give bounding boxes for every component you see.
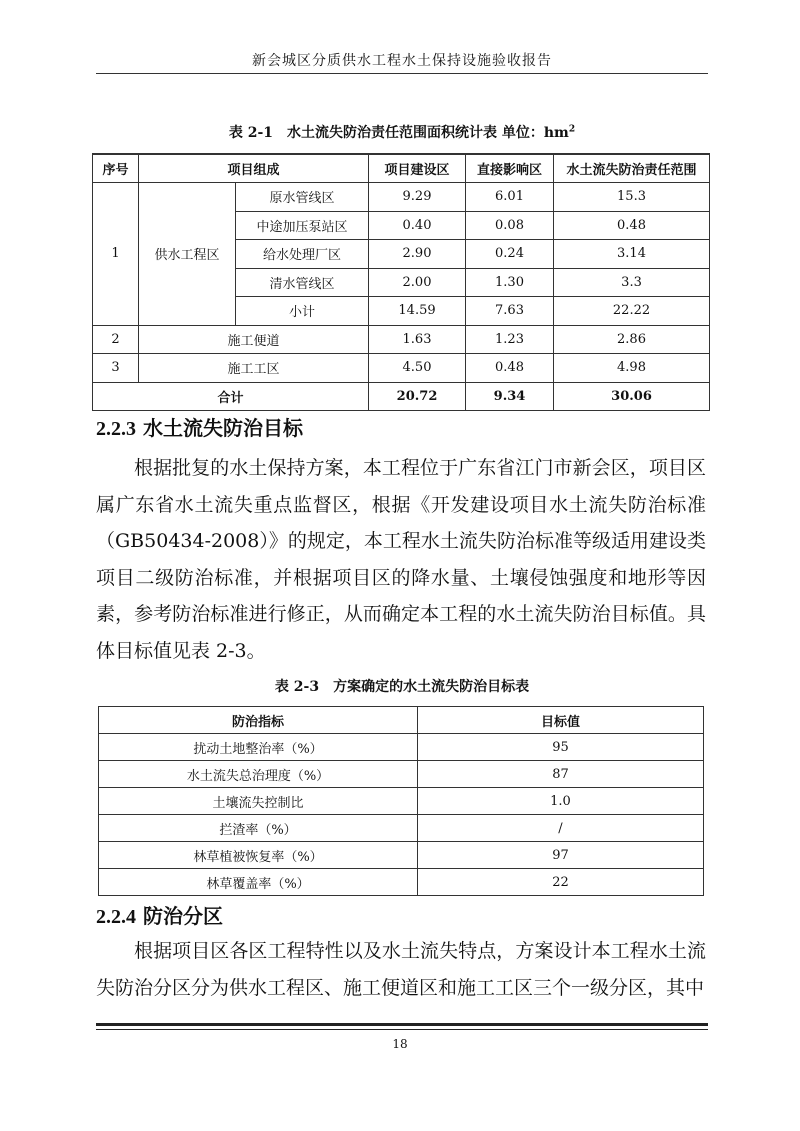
page-header: 新会城区分质供水工程水土保持设施验收报告 xyxy=(252,53,552,69)
table-header-row xyxy=(99,707,704,734)
table-header-cell: 序号 xyxy=(93,154,139,183)
table-cell: 水土流失总治理度（%） xyxy=(99,761,418,788)
table-cell: 合计 xyxy=(93,382,369,411)
table-cell: 0.48 xyxy=(554,211,710,240)
section-number: 2.2.3 xyxy=(96,418,136,440)
table-header-cell: 项目建设区 xyxy=(369,154,466,183)
table-cell: 林草植被恢复率（%） xyxy=(99,842,418,869)
table-header-cell: 目标值 xyxy=(418,707,704,734)
table-header-cell: 项目组成 xyxy=(139,154,369,183)
table-cell: 95 xyxy=(418,734,704,761)
table-cell: 1.30 xyxy=(466,268,554,297)
table-row xyxy=(93,325,710,354)
table-cell: 14.59 xyxy=(369,297,466,326)
table1-caption xyxy=(96,122,708,142)
table-header-cell: 水土流失防治责任范围 xyxy=(554,154,710,183)
table-row xyxy=(99,842,704,869)
table-row xyxy=(93,183,710,212)
table-cell: 97 xyxy=(418,842,704,869)
table-row xyxy=(99,761,704,788)
responsibility-area-table xyxy=(92,153,710,411)
table-cell: 7.63 xyxy=(466,297,554,326)
prevention-target-table xyxy=(98,706,704,896)
table-row xyxy=(99,788,704,815)
table-cell: / xyxy=(418,815,704,842)
table-row xyxy=(99,869,704,896)
section-title: 水土流失防治目标 xyxy=(142,416,303,440)
table-row xyxy=(93,354,710,383)
table-row xyxy=(99,815,704,842)
table-cell: 小计 xyxy=(236,297,369,326)
table-cell: 0.08 xyxy=(466,211,554,240)
table-cell: 4.50 xyxy=(369,354,466,383)
table-cell: 施工工区 xyxy=(139,354,369,383)
table-cell: 15.3 xyxy=(554,183,710,212)
footer-rule-thin xyxy=(96,1029,708,1030)
table-cell: 0.24 xyxy=(466,240,554,269)
table-cell: 1.0 xyxy=(418,788,704,815)
table-cell: 30.06 xyxy=(554,382,710,411)
table-cell: 给水处理厂区 xyxy=(236,240,369,269)
table-cell: 清水管线区 xyxy=(236,268,369,297)
table-cell: 22 xyxy=(418,869,704,896)
table-cell: 拦渣率（%） xyxy=(99,815,418,842)
table-cell: 0.48 xyxy=(466,354,554,383)
table2-caption: 表 2-3 方案确定的水土流失防治目标表 xyxy=(274,679,530,695)
table-cell: 施工便道 xyxy=(139,325,369,354)
table-cell: 1 xyxy=(93,183,139,326)
body-paragraph: 根据批复的水土保持方案，本工程位于广东省江门市新会区，项目区属广东省水土流失重点监督区，根据《开发建设项目水土流失防治标准（GB50434-2008）》的规定，本工程水土流失防治标准等级适用建设类项目二级防治标准，并根据项目区的降水量、土壤侵蚀强度和地形等因素，参考防治标准进行修正，从而确定本工程的水土流失防治目标值。具体目标值见表 2-3。 xyxy=(96,457,706,662)
table-cell: 4.98 xyxy=(554,354,710,383)
table-row xyxy=(99,734,704,761)
section-title: 防治分区 xyxy=(142,904,223,928)
footer-rule-thick xyxy=(96,1023,708,1026)
table-cell: 22.22 xyxy=(554,297,710,326)
page-number: 18 xyxy=(392,1037,408,1051)
table-cell: 3 xyxy=(93,354,139,383)
table-total-row xyxy=(93,382,710,411)
section-number: 2.2.4 xyxy=(96,906,136,928)
body-paragraph: 根据项目区各区工程特性以及水土流失特点，方案设计本工程水土流失防治分区分为供水工程区、施工便道区和施工工区三个一级分区，其中 xyxy=(96,940,706,999)
table-cell: 2 xyxy=(93,325,139,354)
table-cell: 3.3 xyxy=(554,268,710,297)
table-cell: 扰动土地整治率（%） xyxy=(99,734,418,761)
table-header-cell: 防治指标 xyxy=(99,707,418,734)
table-cell: 林草覆盖率（%） xyxy=(99,869,418,896)
table1-caption-text: 表 2-1 水土流失防治责任范围面积统计表 单位：hm xyxy=(228,125,569,141)
table-cell: 87 xyxy=(418,761,704,788)
table-cell: 3.14 xyxy=(554,240,710,269)
table-cell: 2.90 xyxy=(369,240,466,269)
table-header-row xyxy=(93,154,710,183)
table-cell: 原水管线区 xyxy=(236,183,369,212)
table-cell: 2.00 xyxy=(369,268,466,297)
table-cell: 2.86 xyxy=(554,325,710,354)
table-cell: 20.72 xyxy=(369,382,466,411)
table-cell: 供水工程区 xyxy=(139,183,236,326)
table-cell: 1.63 xyxy=(369,325,466,354)
table-cell: 土壤流失控制比 xyxy=(99,788,418,815)
header-rule xyxy=(96,73,708,74)
section-heading xyxy=(96,412,303,441)
table-cell: 6.01 xyxy=(466,183,554,212)
table-cell: 9.29 xyxy=(369,183,466,212)
table-cell: 中途加压泵站区 xyxy=(236,211,369,240)
table1-caption-sup: 2 xyxy=(568,124,576,135)
table-cell: 9.34 xyxy=(466,382,554,411)
section-heading xyxy=(96,900,223,929)
table-cell: 1.23 xyxy=(466,325,554,354)
table-header-cell: 直接影响区 xyxy=(466,154,554,183)
table-cell: 0.40 xyxy=(369,211,466,240)
